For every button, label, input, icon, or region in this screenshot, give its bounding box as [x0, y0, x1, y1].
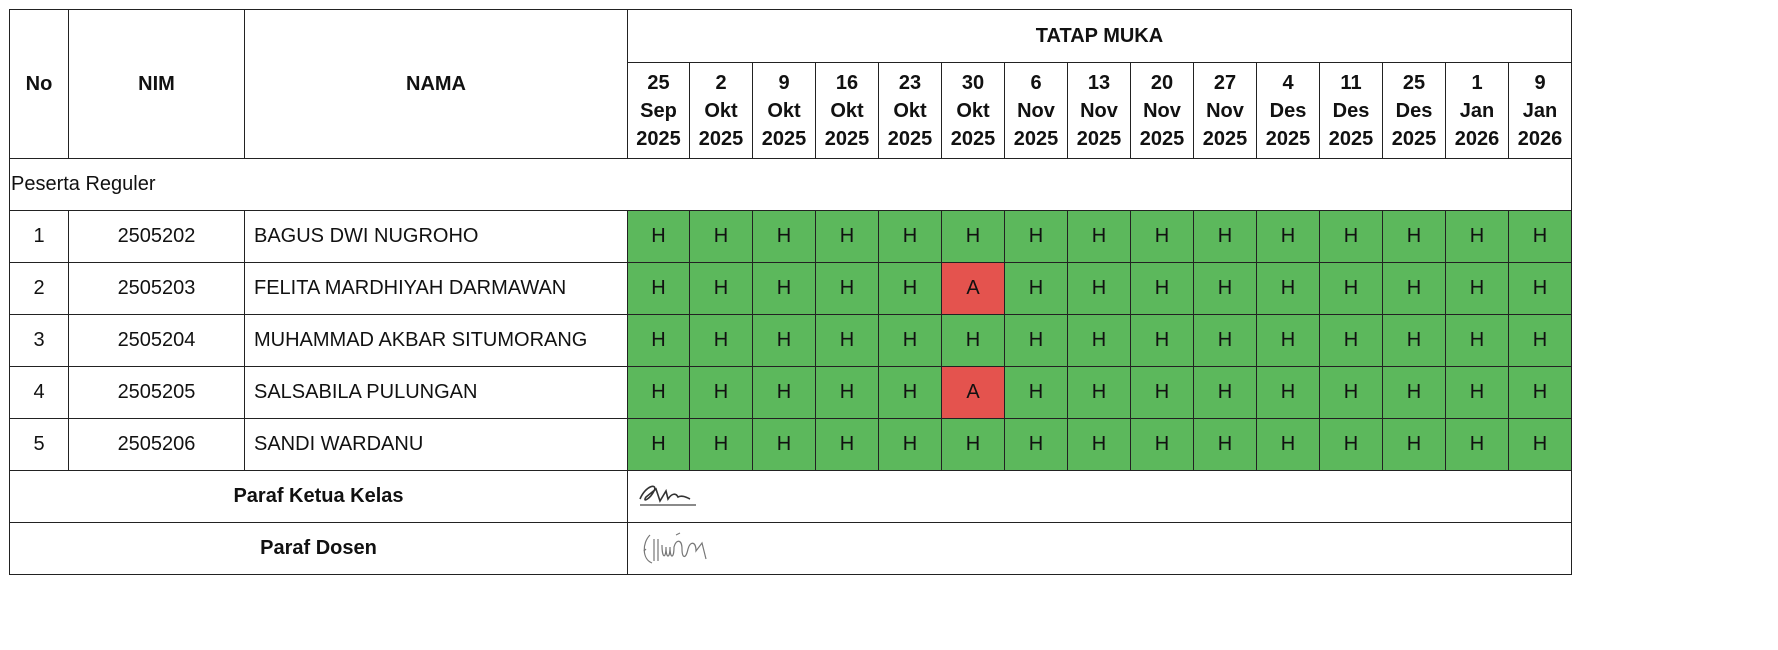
attendance-cell: H [1005, 211, 1068, 263]
student-name: SANDI WARDANU [245, 419, 628, 471]
date-day: 16 [835, 71, 859, 94]
date-month: Nov [1206, 99, 1244, 122]
date-year: 2025 [950, 127, 996, 150]
date-month: Nov [1143, 99, 1181, 122]
date-year: 2026 [1454, 127, 1500, 150]
attendance-cell: H [690, 367, 753, 419]
date-year: 2025 [1391, 127, 1437, 150]
date-month: Des [1395, 99, 1433, 122]
date-month: Nov [1080, 99, 1118, 122]
date-month: Jan [1459, 99, 1495, 122]
attendance-cell: H [1509, 315, 1572, 367]
row-number: 2 [10, 263, 69, 315]
date-header [879, 63, 942, 159]
attendance-cell: H [879, 367, 942, 419]
attendance-cell: H [753, 367, 816, 419]
attendance-cell: H [1383, 367, 1446, 419]
date-header [1446, 63, 1509, 159]
attendance-cell: H [1068, 263, 1131, 315]
paraf-ketua-kelas-label: Paraf Ketua Kelas [10, 471, 628, 523]
date-header [1257, 63, 1320, 159]
date-month: Okt [767, 99, 801, 122]
attendance-cell: H [1446, 315, 1509, 367]
attendance-cell: H [942, 211, 1005, 263]
attendance-cell: H [1257, 263, 1320, 315]
student-nim: 2505203 [69, 263, 245, 315]
date-month: Sep [640, 99, 677, 122]
attendance-cell: H [1131, 315, 1194, 367]
signature-ketua-icon [636, 477, 700, 511]
attendance-cell: H [1320, 419, 1383, 471]
date-header [942, 63, 1005, 159]
date-year: 2026 [1517, 127, 1563, 150]
date-year: 2025 [887, 127, 933, 150]
section-label: Peserta Reguler [10, 159, 1572, 211]
date-header [816, 63, 879, 159]
date-month: Okt [830, 99, 864, 122]
attendance-cell: H [1068, 211, 1131, 263]
attendance-cell: H [690, 211, 753, 263]
date-day: 1 [1471, 71, 1483, 94]
attendance-cell: H [1005, 419, 1068, 471]
attendance-cell: H [1446, 367, 1509, 419]
date-month: Des [1332, 99, 1370, 122]
attendance-cell: H [753, 263, 816, 315]
date-month: Okt [704, 99, 738, 122]
row-number: 1 [10, 211, 69, 263]
date-header [753, 63, 816, 159]
date-year: 2025 [698, 127, 744, 150]
date-day: 9 [1534, 71, 1546, 94]
date-day: 25 [1402, 71, 1426, 94]
attendance-cell: H [1446, 419, 1509, 471]
attendance-cell: H [816, 367, 879, 419]
attendance-cell: H [1320, 263, 1383, 315]
attendance-cell: H [1194, 211, 1257, 263]
attendance-cell: H [816, 211, 879, 263]
attendance-cell: H [690, 315, 753, 367]
date-month: Okt [893, 99, 927, 122]
attendance-cell: H [1131, 211, 1194, 263]
attendance-cell: H [816, 263, 879, 315]
date-header [1005, 63, 1068, 159]
student-nim: 2505204 [69, 315, 245, 367]
date-month: Des [1269, 99, 1307, 122]
date-day: 11 [1340, 71, 1362, 94]
date-header [1131, 63, 1194, 159]
date-header [1320, 63, 1383, 159]
attendance-cell: H [1383, 263, 1446, 315]
attendance-cell: H [628, 419, 690, 471]
attendance-cell: H [1257, 419, 1320, 471]
attendance-cell: H [1509, 367, 1572, 419]
signature-dosen-icon [636, 529, 716, 569]
attendance-cell: H [628, 367, 690, 419]
row-number: 4 [10, 367, 69, 419]
attendance-cell: H [1194, 419, 1257, 471]
paraf-dosen-cell [628, 523, 1572, 575]
attendance-cell: H [1194, 367, 1257, 419]
date-month: Jan [1522, 99, 1558, 122]
attendance-cell: H [628, 263, 690, 315]
row-number: 5 [10, 419, 69, 471]
attendance-cell: H [1257, 315, 1320, 367]
attendance-cell: H [753, 211, 816, 263]
table-row [10, 263, 1572, 315]
attendance-cell: H [1257, 367, 1320, 419]
date-month: Nov [1017, 99, 1055, 122]
date-year: 2025 [1076, 127, 1122, 150]
attendance-cell: H [1068, 315, 1131, 367]
date-year: 2025 [1139, 127, 1185, 150]
attendance-cell: H [1005, 367, 1068, 419]
attendance-cell: H [1509, 419, 1572, 471]
attendance-cell: H [1320, 367, 1383, 419]
date-year: 2025 [1202, 127, 1248, 150]
date-day: 25 [647, 71, 670, 94]
attendance-cell: H [690, 263, 753, 315]
date-year: 2025 [824, 127, 870, 150]
date-day: 4 [1282, 71, 1294, 94]
attendance-cell: H [879, 419, 942, 471]
attendance-cell: H [1131, 263, 1194, 315]
student-nim: 2505206 [69, 419, 245, 471]
attendance-cell: H [1257, 211, 1320, 263]
attendance-cell: H [628, 211, 690, 263]
header-nama: NAMA [245, 10, 628, 159]
attendance-cell: H [879, 315, 942, 367]
date-header [1194, 63, 1257, 159]
attendance-cell: H [753, 315, 816, 367]
date-year: 2025 [1013, 127, 1059, 150]
attendance-cell: H [942, 419, 1005, 471]
row-number: 3 [10, 315, 69, 367]
date-day: 2 [715, 71, 727, 94]
date-day: 20 [1150, 71, 1174, 94]
table-row [10, 315, 1572, 367]
student-name: BAGUS DWI NUGROHO [245, 211, 628, 263]
attendance-cell: H [1068, 367, 1131, 419]
attendance-cell: H [1131, 419, 1194, 471]
attendance-cell: H [816, 315, 879, 367]
attendance-cell: H [628, 315, 690, 367]
student-name: MUHAMMAD AKBAR SITUMORANG [245, 315, 628, 367]
date-month: Okt [956, 99, 990, 122]
date-header [628, 63, 690, 159]
paraf-dosen-label: Paraf Dosen [10, 523, 628, 575]
attendance-cell: H [1383, 211, 1446, 263]
date-year: 2025 [761, 127, 807, 150]
paraf-ketua-kelas-cell [628, 471, 1572, 523]
attendance-cell: H [1509, 263, 1572, 315]
attendance-cell: H [753, 419, 816, 471]
attendance-cell: H [816, 419, 879, 471]
attendance-cell: H [879, 211, 942, 263]
date-year: 2025 [636, 127, 681, 150]
date-header [1383, 63, 1446, 159]
student-nim: 2505202 [69, 211, 245, 263]
date-year: 2025 [1328, 127, 1374, 150]
attendance-cell: H [1320, 315, 1383, 367]
date-day: 27 [1213, 71, 1237, 94]
date-day: 23 [898, 71, 922, 94]
date-header [690, 63, 753, 159]
table-row [10, 211, 1572, 263]
attendance-cell: H [690, 419, 753, 471]
date-header [1068, 63, 1131, 159]
attendance-cell: H [1383, 315, 1446, 367]
attendance-cell: H [1383, 419, 1446, 471]
attendance-cell: H [1068, 419, 1131, 471]
student-name: SALSABILA PULUNGAN [245, 367, 628, 419]
table-row [10, 419, 1572, 471]
attendance-cell: H [879, 263, 942, 315]
header-no: No [10, 10, 69, 159]
attendance-cell: H [942, 315, 1005, 367]
attendance-table [9, 9, 1572, 575]
attendance-cell: H [1005, 263, 1068, 315]
student-name: FELITA MARDHIYAH DARMAWAN [245, 263, 628, 315]
attendance-cell: A [942, 367, 1005, 419]
table-row [10, 367, 1572, 419]
student-nim: 2505205 [69, 367, 245, 419]
date-day: 6 [1030, 71, 1042, 94]
attendance-cell: H [1509, 211, 1572, 263]
attendance-cell: H [1194, 315, 1257, 367]
attendance-cell: H [1005, 315, 1068, 367]
date-header [1509, 63, 1572, 159]
attendance-cell: H [1446, 211, 1509, 263]
date-day: 9 [778, 71, 790, 94]
attendance-cell: H [1131, 367, 1194, 419]
attendance-cell: A [942, 263, 1005, 315]
date-year: 2025 [1265, 127, 1311, 150]
date-day: 13 [1087, 71, 1111, 94]
attendance-cell: H [1320, 211, 1383, 263]
header-tatap-muka: TATAP MUKA [628, 10, 1572, 63]
date-day: 30 [961, 71, 985, 94]
header-nim: NIM [69, 10, 245, 159]
attendance-cell: H [1194, 263, 1257, 315]
attendance-cell: H [1446, 263, 1509, 315]
